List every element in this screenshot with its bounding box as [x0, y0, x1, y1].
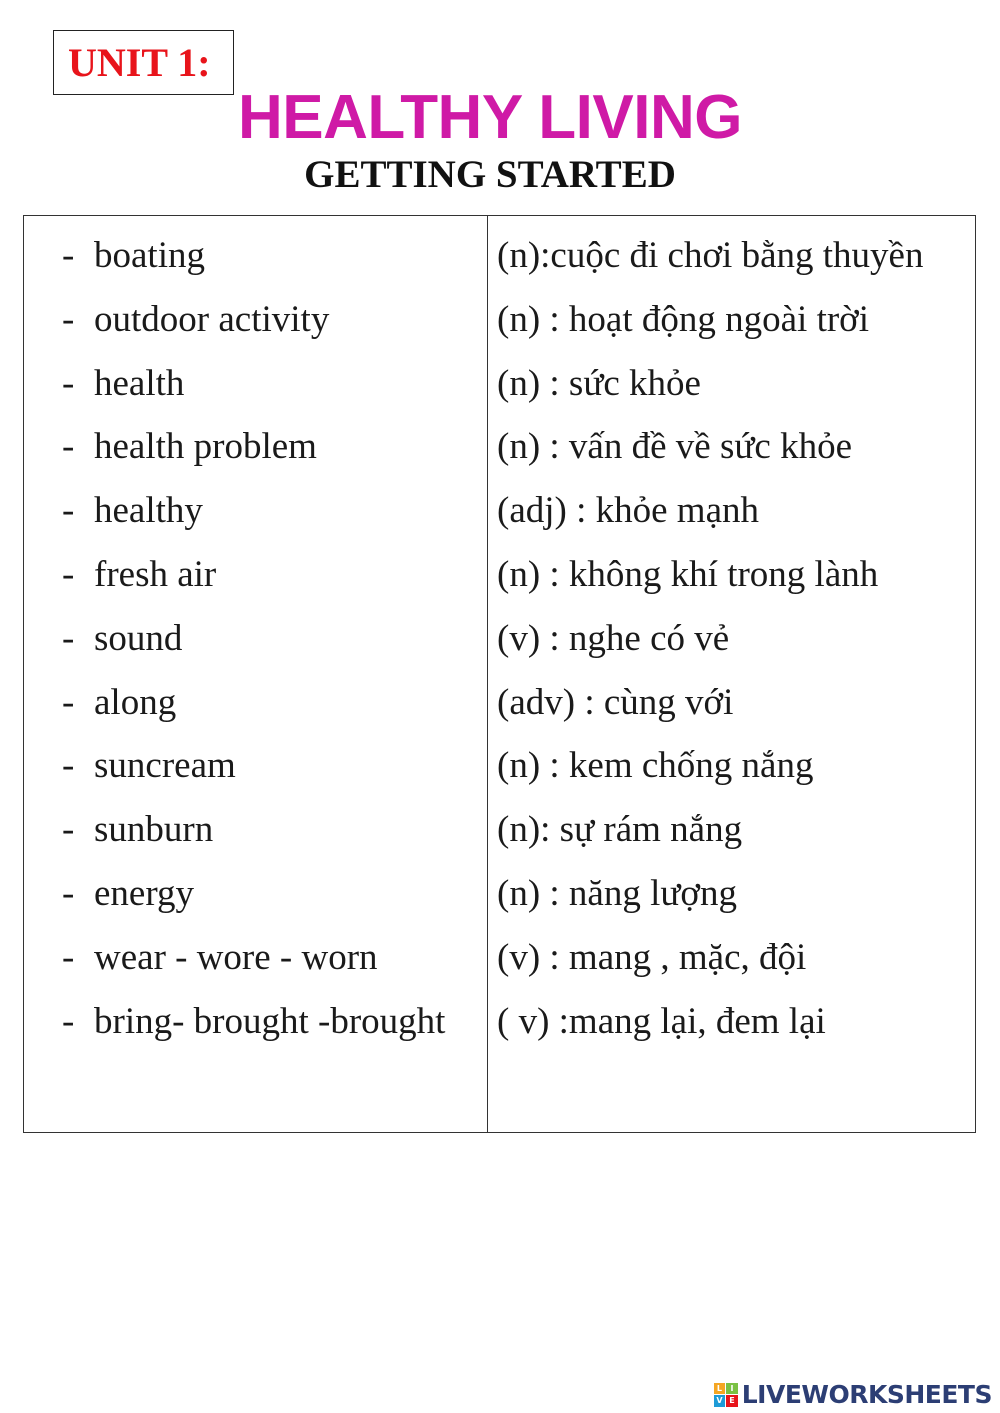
- liveworksheets-logo: [714, 1380, 992, 1409]
- vocabulary-term-cell: [62, 421, 317, 473]
- bullet-dash: -: [62, 1000, 75, 1042]
- vocabulary-term: healthy: [94, 490, 203, 532]
- vocabulary-row: [24, 740, 975, 804]
- bullet-dash: -: [62, 809, 75, 851]
- page-title: HEALTHY LIVING: [238, 83, 742, 152]
- vocabulary-row: [24, 549, 975, 613]
- logo-letter-square: I: [726, 1383, 738, 1395]
- vocabulary-term: sunburn: [94, 809, 214, 851]
- vocabulary-term: fresh air: [94, 553, 217, 595]
- vocabulary-term-cell: [62, 740, 236, 792]
- vocabulary-meaning: (n):cuộc đi chơi bằng thuyền: [497, 235, 924, 276]
- bullet-dash: -: [62, 235, 75, 276]
- liveworksheets-logo-icon: [714, 1383, 738, 1407]
- vocabulary-term-cell: [62, 485, 203, 537]
- vocabulary-term-cell: [62, 549, 216, 601]
- vocabulary-term: outdoor activity: [94, 298, 330, 340]
- vocabulary-term-cell: [62, 677, 176, 729]
- vocabulary-row: [24, 996, 975, 1060]
- vocabulary-row: [24, 677, 975, 741]
- vocabulary-meaning: ( v) :mang lại, đem lại: [497, 1000, 826, 1042]
- bullet-dash: -: [62, 362, 75, 404]
- vocabulary-term: suncream: [94, 745, 236, 787]
- vocabulary-rows: [24, 230, 975, 1059]
- vocabulary-row: [24, 294, 975, 358]
- section-subtitle: GETTING STARTED: [304, 153, 676, 196]
- vocabulary-meaning: (adj) : khỏe mạnh: [497, 490, 759, 532]
- vocabulary-term: wear - wore - worn: [94, 936, 378, 978]
- vocabulary-term: along: [94, 681, 177, 723]
- vocabulary-meaning: (n) : không khí trong lành: [497, 553, 879, 595]
- bullet-dash: -: [62, 426, 75, 468]
- vocabulary-row: [24, 230, 975, 294]
- bullet-dash: -: [62, 298, 75, 340]
- vocabulary-row: [24, 804, 975, 868]
- bullet-dash: -: [62, 617, 75, 659]
- vocabulary-row: [24, 613, 975, 677]
- vocabulary-term: health: [94, 362, 185, 404]
- vocabulary-term-cell: [62, 868, 194, 920]
- vocabulary-meaning: (v) : mang , mặc, đội: [497, 936, 807, 978]
- vocabulary-row: [24, 868, 975, 932]
- unit-label: UNIT 1:: [68, 40, 211, 85]
- logo-letter-square: E: [726, 1395, 738, 1407]
- logo-text: LIVEWORKSHEETS: [741, 1380, 992, 1409]
- vocabulary-meaning: (v) : nghe có vẻ: [497, 617, 730, 659]
- vocabulary-term: bring- brought -brought: [94, 1000, 446, 1042]
- bullet-dash: -: [62, 745, 75, 787]
- vocabulary-term: energy: [94, 872, 194, 914]
- vocabulary-term-cell: [62, 932, 378, 984]
- vocabulary-meaning: (n): sự rám nắng: [497, 809, 743, 851]
- bullet-dash: -: [62, 936, 75, 978]
- bullet-dash: -: [62, 681, 75, 723]
- bullet-dash: -: [62, 553, 75, 595]
- vocabulary-meaning: (n) : năng lượng: [497, 872, 737, 914]
- vocabulary-term-cell: [62, 358, 184, 410]
- vocabulary-term-cell: [62, 996, 445, 1048]
- vocabulary-row: [24, 485, 975, 549]
- logo-letter-square: V: [714, 1395, 726, 1407]
- bullet-dash: -: [62, 872, 75, 914]
- bullet-dash: -: [62, 490, 75, 532]
- vocabulary-meaning: (n) : kem chống nắng: [497, 745, 814, 787]
- vocabulary-term-cell: [62, 294, 329, 346]
- vocabulary-meaning: (n) : sức khỏe: [497, 362, 701, 404]
- vocabulary-meaning: (n) : vấn đề về sức khỏe: [497, 426, 852, 468]
- logo-letter-square: L: [714, 1383, 726, 1395]
- vocabulary-row: [24, 358, 975, 422]
- vocabulary-term-cell: [62, 804, 213, 856]
- vocabulary-meaning: (n) : hoạt động ngoài trời: [497, 298, 870, 340]
- vocabulary-term: boating: [94, 235, 205, 276]
- vocabulary-row: [24, 932, 975, 996]
- vocabulary-term: sound: [94, 617, 183, 659]
- vocabulary-term: health problem: [94, 426, 317, 468]
- vocabulary-term-cell: [62, 613, 182, 665]
- vocabulary-table: [23, 215, 976, 1133]
- vocabulary-meaning: (adv) : cùng với: [497, 681, 734, 723]
- vocabulary-row: [24, 421, 975, 485]
- vocabulary-term-cell: [62, 230, 205, 282]
